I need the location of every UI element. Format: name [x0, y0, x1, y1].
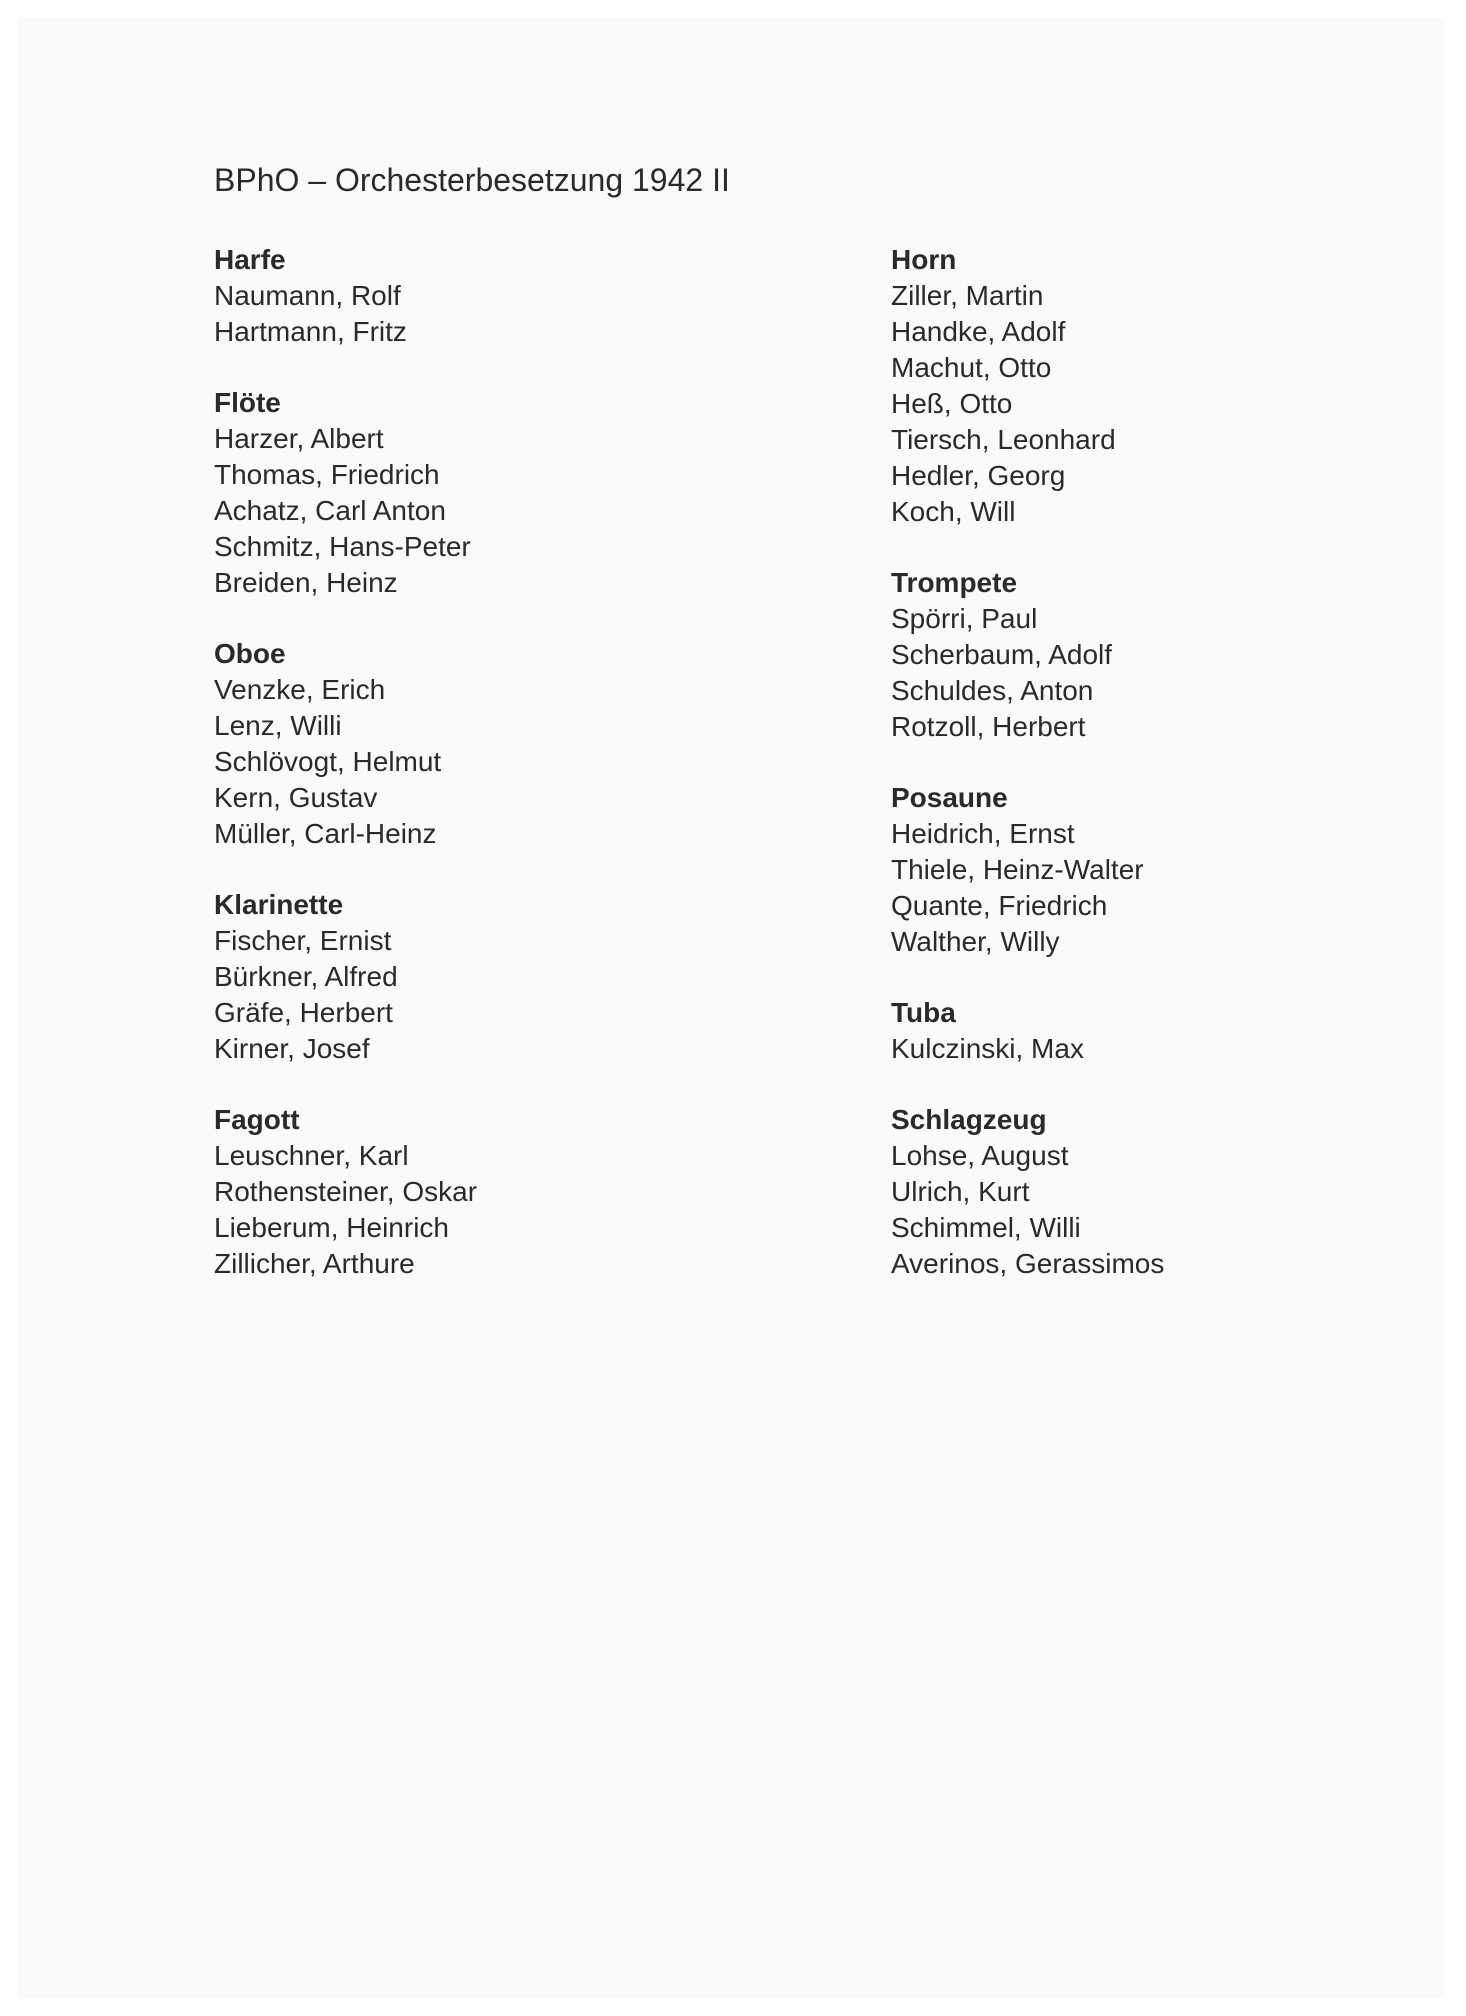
member-name: Kern, Gustav	[214, 782, 378, 813]
section-harfe	[214, 242, 774, 350]
member-name: Gräfe, Herbert	[214, 997, 393, 1028]
member-name: Kulczinski, Max	[891, 1033, 1084, 1064]
left-column	[214, 242, 774, 1317]
member-name: Quante, Friedrich	[891, 890, 1108, 921]
section-title: Horn	[891, 244, 957, 275]
member-name: Zillicher, Arthure	[214, 1248, 415, 1279]
section-fagott	[214, 1102, 774, 1282]
member-name: Tiersch, Leonhard	[891, 424, 1116, 455]
section-horn	[891, 242, 1451, 530]
member-name: Schimmel, Willi	[891, 1212, 1081, 1243]
member-name: Hartmann, Fritz	[214, 316, 407, 347]
section-schlagzeug	[891, 1102, 1451, 1282]
right-column	[891, 242, 1451, 1317]
section-title: Flöte	[214, 387, 281, 418]
member-name: Müller, Carl-Heinz	[214, 818, 437, 849]
section-posaune	[891, 780, 1451, 960]
member-name: Spörri, Paul	[891, 603, 1038, 634]
member-name: Rotzoll, Herbert	[891, 711, 1086, 742]
member-name: Handke, Adolf	[891, 316, 1066, 347]
section-title: Harfe	[214, 244, 286, 275]
member-name: Schlövogt, Helmut	[214, 746, 442, 777]
member-name: Rothensteiner, Oskar	[214, 1176, 478, 1207]
section-title: Fagott	[214, 1104, 300, 1135]
member-name: Ulrich, Kurt	[891, 1176, 1030, 1207]
page-title: BPhO – Orchesterbesetzung 1942 II	[214, 162, 730, 198]
member-name: Scherbaum, Adolf	[891, 639, 1113, 670]
section-klarinette	[214, 887, 774, 1067]
member-name: Hedler, Georg	[891, 460, 1066, 491]
member-name: Achatz, Carl Anton	[214, 495, 446, 526]
member-name: Ziller, Martin	[891, 280, 1044, 311]
section-oboe	[214, 636, 774, 852]
member-name: Heidrich, Ernst	[891, 818, 1075, 849]
member-name: Machut, Otto	[891, 352, 1052, 383]
section-title: Oboe	[214, 638, 286, 669]
section-title: Schlagzeug	[891, 1104, 1047, 1135]
member-name: Venzke, Erich	[214, 674, 386, 705]
member-name: Walther, Willy	[891, 926, 1060, 957]
member-name: Harzer, Albert	[214, 423, 384, 454]
section-title: Klarinette	[214, 889, 344, 920]
section-trompete	[891, 565, 1451, 745]
member-name: Naumann, Rolf	[214, 280, 401, 311]
member-name: Heß, Otto	[891, 388, 1013, 419]
member-name: Kirner, Josef	[214, 1033, 370, 1064]
section-title: Posaune	[891, 782, 1008, 813]
section-tuba	[891, 995, 1451, 1067]
member-name: Lieberum, Heinrich	[214, 1212, 449, 1243]
member-name: Schuldes, Anton	[891, 675, 1094, 706]
member-name: Breiden, Heinz	[214, 567, 398, 598]
member-name: Thiele, Heinz-Walter	[891, 854, 1144, 885]
section-title: Trompete	[891, 567, 1018, 598]
member-name: Koch, Will	[891, 496, 1016, 527]
document-page	[18, 18, 1444, 1998]
member-name: Schmitz, Hans-Peter	[214, 531, 471, 562]
member-name: Leuschner, Karl	[214, 1140, 409, 1171]
member-name: Lohse, August	[891, 1140, 1069, 1171]
member-name: Averinos, Gerassimos	[891, 1248, 1165, 1279]
section-title: Tuba	[891, 997, 956, 1028]
member-name: Thomas, Friedrich	[214, 459, 440, 490]
member-name: Bürkner, Alfred	[214, 961, 398, 992]
member-name: Fischer, Ernist	[214, 925, 392, 956]
member-name: Lenz, Willi	[214, 710, 342, 741]
section-floete	[214, 385, 774, 601]
